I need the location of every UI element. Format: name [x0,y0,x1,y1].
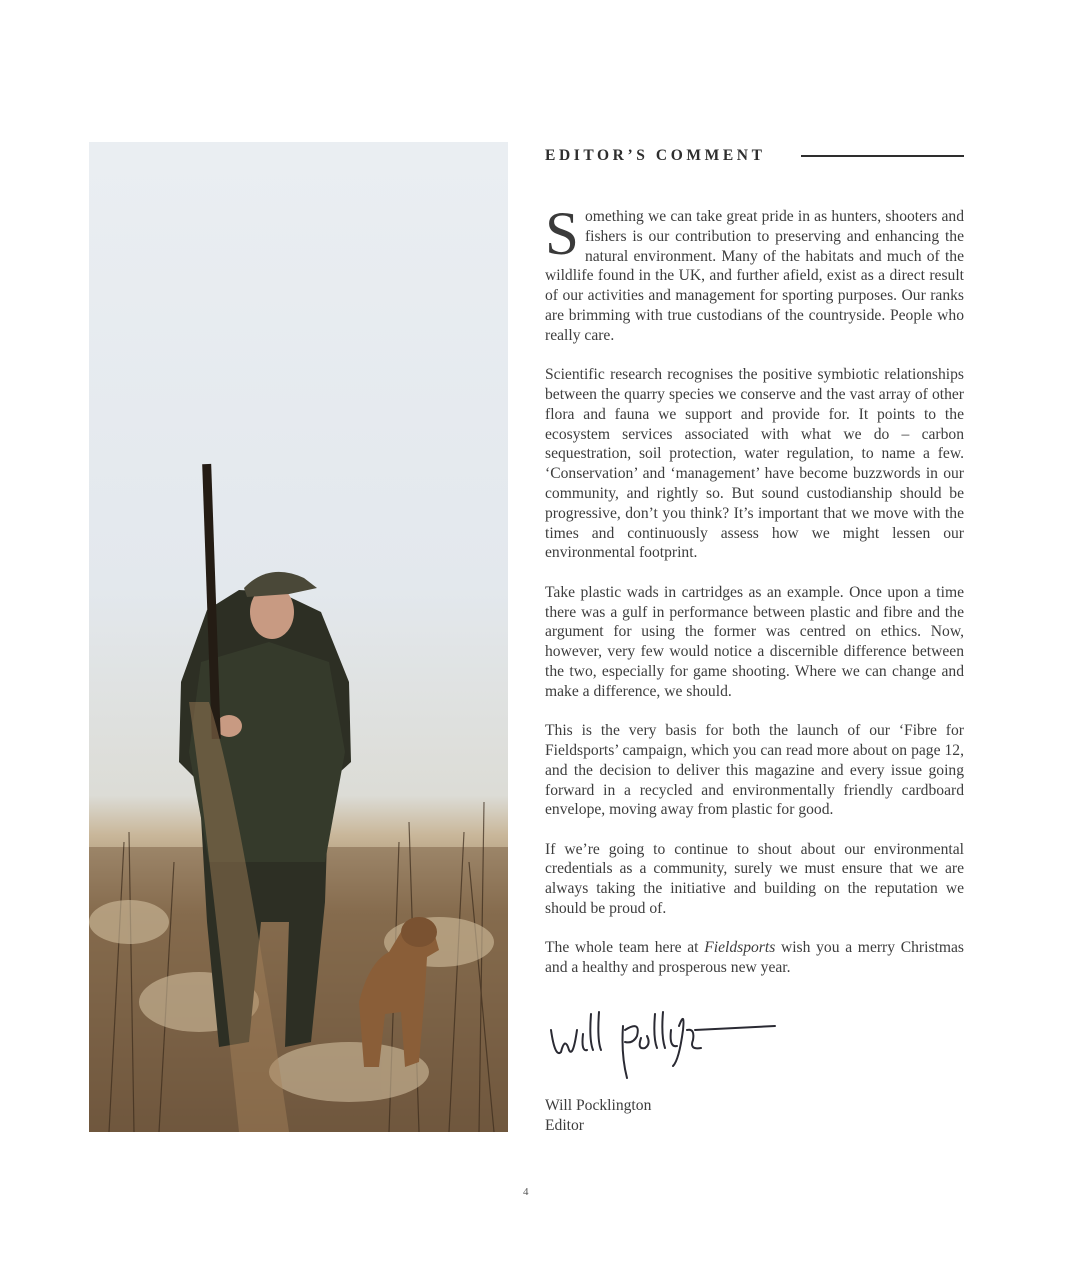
paragraph-1 [545,201,964,346]
paragraph-5: If we’re going to continue to shout about our environmental credentials as a community, surely we must ensure that we are always taking the initiative and building on the reputation we should be proud of. [545,840,964,918]
paragraph-closing [545,938,964,978]
page-number: 4 [523,1186,529,1198]
hunter-with-dog-illustration [89,142,508,1132]
editorial-body [545,201,964,998]
magazine-name: Fieldsports [704,939,776,957]
section-heading: EDITOR’S COMMENT [545,147,766,164]
editor-name: Will Pocklington [545,1097,652,1114]
paragraph-2: Scientific research recognises the positive symbiotic relationships between the quarry species we conserve and the vast array of other flora and fauna we support and provide for. It points to the ecosystem services associated with what we do – carbon sequestration, soil protection, water regulation, to name a few. ‘Conservation’ and ‘management’ have become buzzwords in our community, and rightly so. But sound custodianship should be progressive, don’t you think? It’s important that we move with the times and continuously assess how we might lessen our environmental footprint. [545,366,964,562]
drop-cap: S [545,201,579,268]
section-heading-row [545,147,964,167]
editor-role: Editor [545,1117,584,1134]
paragraph-3: Take plastic wads in cartridges as an example. Once upon a time there was a gulf in performance between plastic and fibre and the argument for using the former was centred on ethics. Now, however, very few would notice a discernible difference between the two, especially for game shooting. Where we can change and make a difference, we should. [545,583,964,700]
closing-before: The whole team here at [545,939,705,957]
paragraph-4: This is the very basis for both the launch of our ‘Fibre for Fieldsports’ campaign, which you can read more about on page 12, and the decision to deliver this magazine and every issue going forward in a recycled and environmentally friendly cardboard envelope, moving away from plastic for good. [545,722,964,819]
heading-rule [801,155,964,157]
paragraph-1-text: omething we can take great pride in as hunters, shooters and fishers is our contribution to preserving and enhancing the natural environment. Many of the habitats and much of the wildlife found in the UK, and further afield, exist as a direct result of our activities and management for sporting purposes. Our ranks are brimming with true custodians of the countryside. People who really care. [545,208,964,344]
closing-after: wish you a merry Christmas and a healthy and prosperous new year. [545,939,964,977]
hunter-photo [89,142,508,1132]
editor-signature [545,1000,785,1080]
